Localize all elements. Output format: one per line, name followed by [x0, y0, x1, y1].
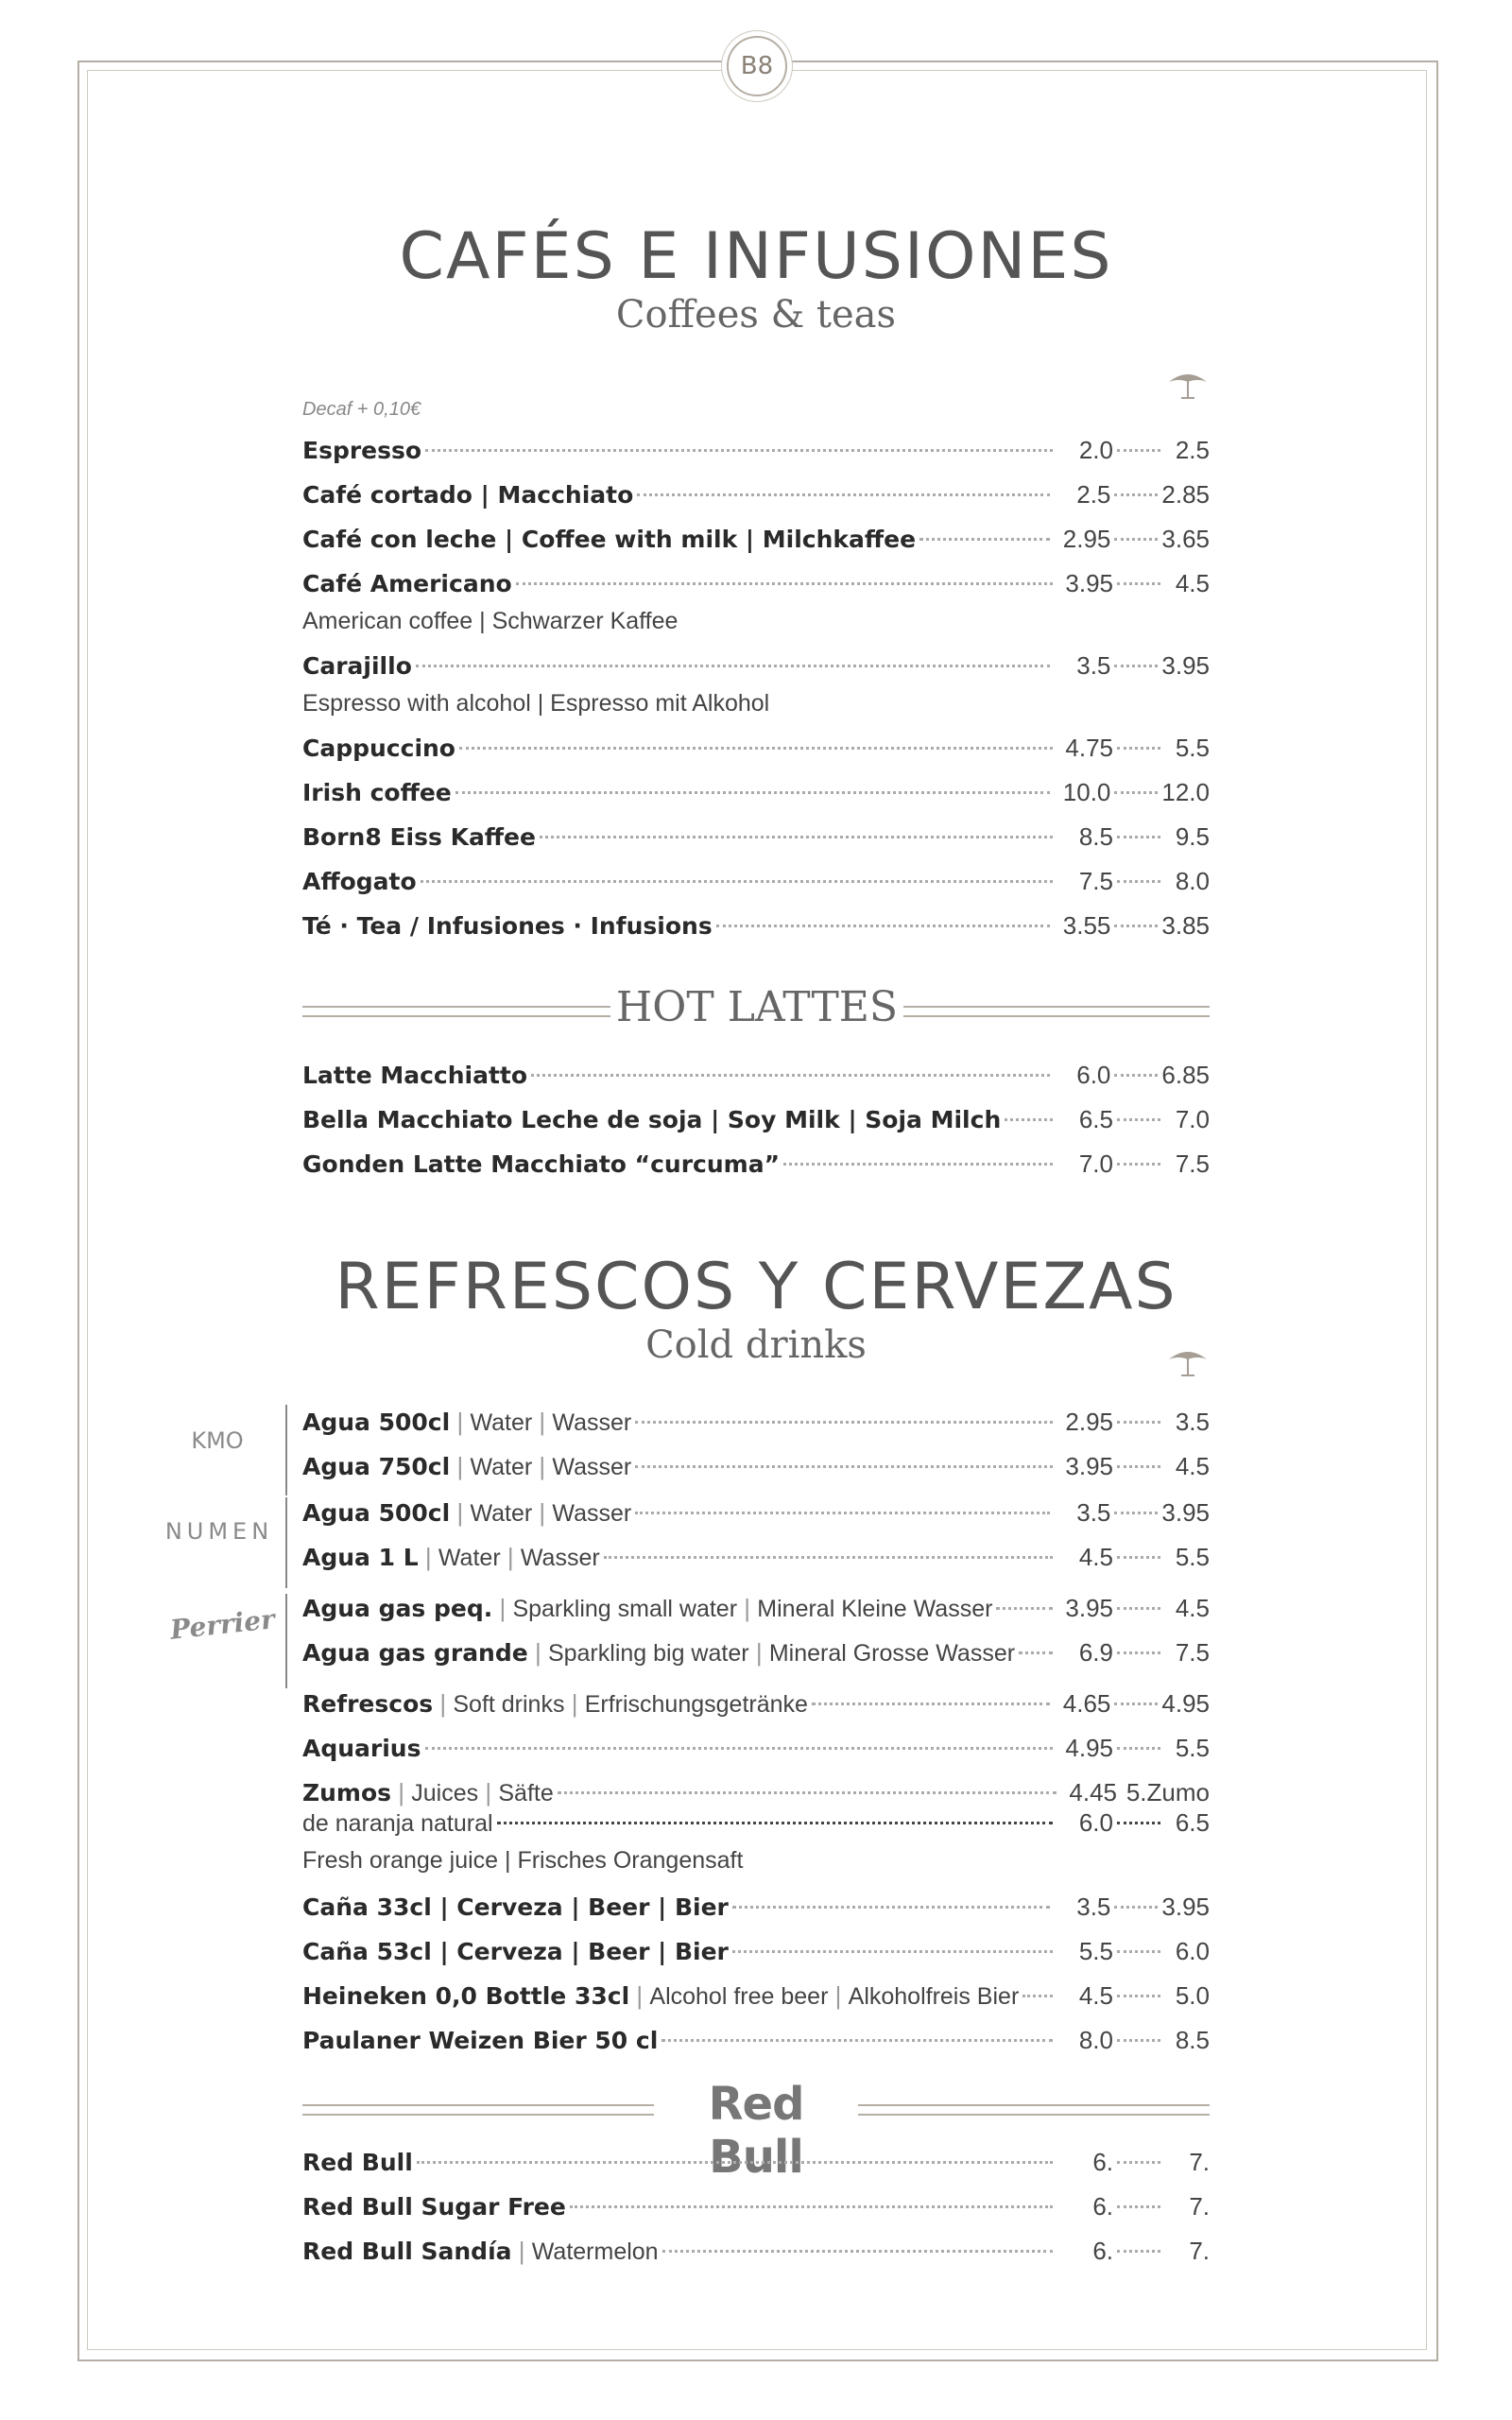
brand-group-bar [285, 1405, 287, 1495]
menu-item: Born8 Eiss Kaffee 8.5 9.5 [302, 822, 1210, 851]
menu-item: Bella Macchiato Leche de soja | Soy Milk | Soja Milch 6.5 7.0 [302, 1105, 1210, 1133]
redbull-title: Red Bull [708, 2078, 804, 2184]
refrescos-title: REFRESCOS Y CERVEZAS [335, 1250, 1177, 1324]
menu-item-description: American coffee | Schwarzer Kaffee [302, 608, 679, 634]
divider-line [302, 2104, 654, 2116]
refrescos-subtitle: Cold drinks [645, 1323, 867, 1367]
menu-item: Cappuccino 4.75 5.5 [302, 734, 1210, 762]
umbrella-icon [1166, 369, 1210, 401]
menu-item: Zumos | Juices | Säfte 4.45 5.Zumo [302, 1778, 1210, 1806]
menu-item: Irish coffee 10.0 12.0 [302, 778, 1210, 806]
divider-line [858, 2104, 1210, 2116]
menu-item: Gonden Latte Macchiato “curcuma” 7.0 7.5 [302, 1150, 1210, 1178]
menu-item-description: Espresso with alcohol | Espresso mit Alkohol [302, 690, 770, 717]
kmo-logo: KMO [191, 1427, 244, 1454]
menu-item: Café con leche | Coffee with milk | Milchkaffee 2.95 3.65 [302, 525, 1210, 553]
perrier-logo: Perrier [168, 1603, 277, 1646]
menu-item: Té · Tea / Infusiones · Infusions 3.55 3.85 [302, 911, 1210, 940]
brand-group-bar [285, 1497, 287, 1588]
divider-line [903, 1006, 1210, 1017]
menu-item: Agua gas grande | Sparkling big water | Mineral Grosse Wasser 6.9 7.5 [302, 1638, 1210, 1667]
menu-item: de naranja natural 6.0 6.5 [302, 1808, 1210, 1837]
menu-item: Agua 1 L | Water | Wasser 4.5 5.5 [302, 1543, 1210, 1571]
divider-line [302, 1006, 610, 1017]
menu-item: Paulaner Weizen Bier 50 cl 8.0 8.5 [302, 2026, 1210, 2054]
menu-item: Red Bull Sugar Free 6. 7. [302, 2192, 1210, 2221]
menu-item: Espresso 2.0 2.5 [302, 436, 1210, 464]
page-number-badge: B8 [727, 36, 787, 96]
menu-item: Aquarius 4.95 5.5 [302, 1734, 1210, 1762]
menu-item: Affogato 7.5 8.0 [302, 867, 1210, 895]
menu-item: Agua gas peq. | Sparkling small water | Mineral Kleine Wasser 3.95 4.5 [302, 1594, 1210, 1622]
menu-item: Refrescos | Soft drinks | Erfrischungsgetränke 4.65 4.95 [302, 1689, 1210, 1718]
menu-item: Café Americano 3.95 4.5 [302, 569, 1210, 597]
menu-item: Caña 53cl | Cerveza | Beer | Bier 5.5 6.0 [302, 1937, 1210, 1965]
cafes-title: CAFÉS E INFUSIONES [399, 219, 1113, 294]
menu-item: Café cortado | Macchiato 2.5 2.85 [302, 480, 1210, 509]
hot-lattes-title: HOT LATTES [615, 983, 899, 1031]
umbrella-icon [1166, 1346, 1210, 1378]
menu-item: Caña 33cl | Cerveza | Beer | Bier 3.5 3.95 [302, 1893, 1210, 1921]
menu-item: Heineken 0,0 Bottle 33cl | Alcohol free beer | Alkoholfreis Bier 4.5 5.0 [302, 1981, 1210, 2010]
menu-item: Agua 500cl | Water | Wasser 3.5 3.95 [302, 1498, 1210, 1527]
decaf-note: Decaf + 0,10€ [302, 399, 421, 420]
menu-item: Red Bull 6. 7. [302, 2148, 1210, 2176]
menu-item: Carajillo 3.5 3.95 [302, 651, 1210, 680]
menu-item: Agua 750cl | Water | Wasser 3.95 4.5 [302, 1452, 1210, 1480]
numen-logo: NUMEN [164, 1518, 274, 1545]
menu-item-description: Fresh orange juice | Frisches Orangensaft [302, 1847, 744, 1874]
menu-item: Latte Macchiatto 6.0 6.85 [302, 1061, 1210, 1089]
menu-item: Red Bull Sandía | Watermelon 6. 7. [302, 2237, 1210, 2265]
brand-group-bar [285, 1594, 287, 1688]
cafes-subtitle: Coffees & teas [615, 293, 897, 337]
menu-item: Agua 500cl | Water | Wasser 2.95 3.5 [302, 1408, 1210, 1436]
